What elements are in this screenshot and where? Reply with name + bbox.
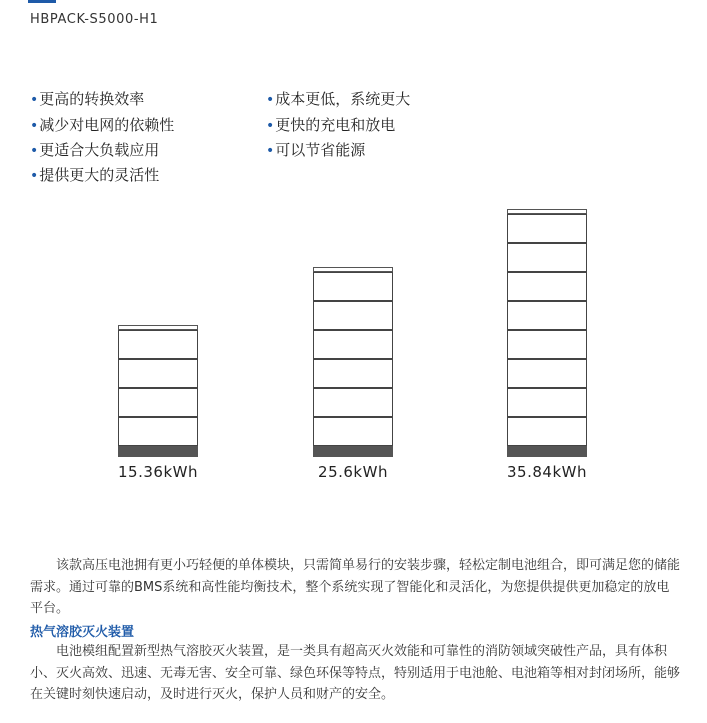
capacity-label-large: 35.84kWh <box>507 463 587 481</box>
battery-module <box>313 272 393 301</box>
bullet-icon: • <box>266 92 275 108</box>
battery-module <box>507 301 587 330</box>
battery-base <box>507 446 587 457</box>
battery-module <box>313 417 393 446</box>
battery-module <box>507 417 587 446</box>
battery-module <box>313 359 393 388</box>
battery-top-cap <box>313 267 393 272</box>
capacity-label-small: 15.36kWh <box>118 463 198 481</box>
battery-module <box>507 243 587 272</box>
model-name: HBPACK-S5000-H1 <box>30 12 159 27</box>
feature-text: 提供更大的灵活性 <box>39 166 160 184</box>
feature-item <box>266 139 365 160</box>
bullet-icon: • <box>30 92 39 108</box>
feature-item <box>266 88 410 109</box>
feature-item <box>266 114 395 135</box>
feature-item <box>30 88 144 109</box>
battery-top-cap <box>507 209 587 214</box>
feature-text: 更高的转换效率 <box>39 90 145 108</box>
feature-text: 更适合大负载应用 <box>39 141 160 159</box>
battery-module <box>313 330 393 359</box>
battery-module <box>507 214 587 243</box>
bullet-icon: • <box>30 168 39 184</box>
fire-section-paragraph <box>30 641 680 706</box>
bullet-icon: • <box>266 143 275 159</box>
battery-stack-medium <box>313 264 393 457</box>
fire-section-text: 电池模组配置新型热气溶胶灭火装置，是一类具有超高灭火效能和可靠性的消防领域突破性产品，具有体积小、灭火高效、迅速、无毒无害、安全可靠、绿色环保等特点，特别适用于电池舱、电池箱等相对封闭场所，能够在关键时刻快速启动，及时进行灭火，保护人员和财产的安全。 <box>30 644 681 702</box>
bullet-icon: • <box>266 118 275 134</box>
intro-text: 该款高压电池拥有更小巧轻便的单体模块，只需简单易行的安装步骤，轻松定制电池组合，即可满足您的储能需求。通过可靠的BMS系统和高性能均衡技术，整个系统实现了智能化和灵活化，为您提供提供更加稳定的放电平台。 <box>30 558 681 616</box>
capacity-label-medium: 25.6kWh <box>318 463 388 481</box>
battery-stack-small <box>118 322 198 457</box>
feature-item <box>30 139 159 160</box>
battery-top-cap <box>118 325 198 330</box>
battery-module <box>118 388 198 417</box>
feature-text: 更快的充电和放电 <box>275 116 396 134</box>
battery-module <box>507 359 587 388</box>
bullet-icon: • <box>30 118 39 134</box>
battery-module <box>313 301 393 330</box>
battery-stack-large <box>507 207 587 457</box>
intro-paragraph <box>30 555 680 620</box>
fire-section-title: 热气溶胶灭火装置 <box>30 625 135 640</box>
battery-base <box>313 446 393 457</box>
battery-base <box>118 446 198 457</box>
battery-module <box>313 388 393 417</box>
battery-module <box>507 272 587 301</box>
feature-text: 减少对电网的依赖性 <box>39 116 175 134</box>
feature-item <box>30 164 159 185</box>
bullet-icon: • <box>30 143 39 159</box>
battery-module <box>118 359 198 388</box>
battery-module <box>507 330 587 359</box>
battery-module <box>118 330 198 359</box>
feature-text: 可以节省能源 <box>275 141 366 159</box>
feature-item <box>30 114 174 135</box>
header-accent-bar <box>28 0 56 3</box>
feature-text: 成本更低，系统更大 <box>275 90 411 108</box>
battery-module <box>118 417 198 446</box>
battery-module <box>507 388 587 417</box>
